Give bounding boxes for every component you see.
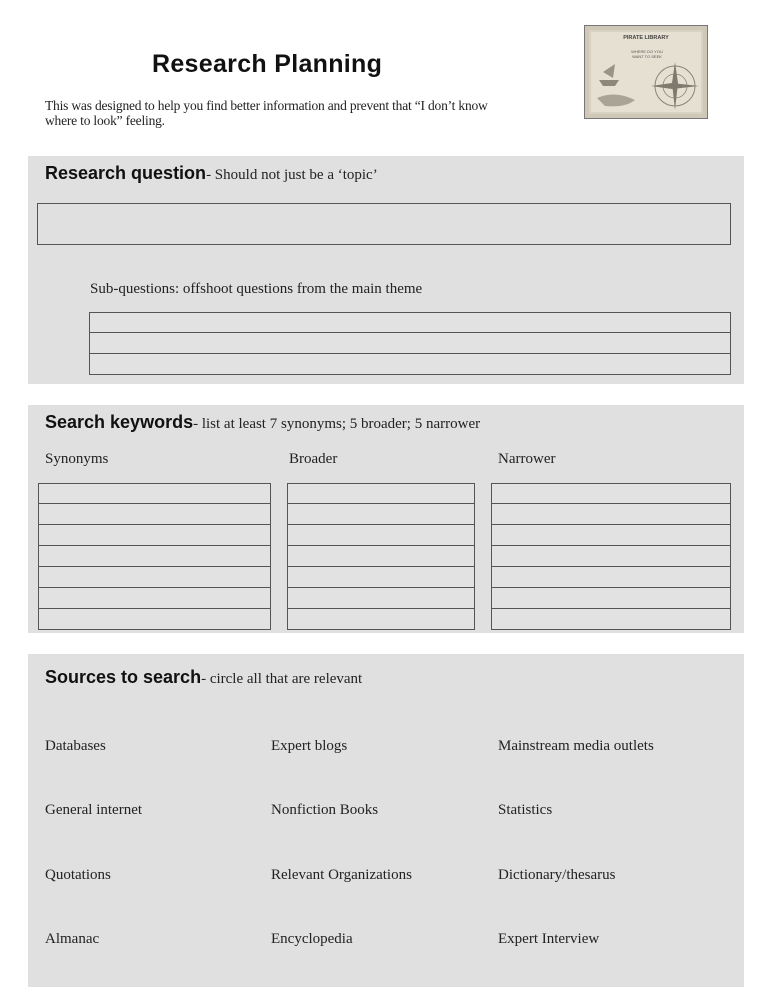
broader-label: Broader [289,451,338,467]
synonym-row[interactable] [38,546,271,567]
source-option[interactable]: Quotations [45,867,111,883]
subquestion-row[interactable] [89,354,731,375]
synonyms-grid [38,483,271,630]
narrower-grid [491,483,731,630]
broader-row[interactable] [287,588,475,609]
broader-row[interactable] [287,504,475,525]
synonym-row[interactable] [38,567,271,588]
narrower-row[interactable] [491,483,731,504]
synonym-row[interactable] [38,525,271,546]
narrower-row[interactable] [491,567,731,588]
intro-text: This was designed to help you find better information and prevent that “I don’t know where to look” feeling. [45,98,488,128]
search-keywords-heading: Search keywords- list at least 7 synonyms; 5 broader; 5 narrower [45,412,481,432]
research-question-section [28,156,744,384]
source-option[interactable]: Mainstream media outlets [498,738,654,754]
source-option[interactable]: Expert blogs [271,738,348,754]
narrower-row[interactable] [491,588,731,609]
subquestion-row[interactable] [89,312,731,333]
broader-row[interactable] [287,567,475,588]
broader-grid [287,483,475,630]
page-title: Research Planning [152,50,383,78]
broader-row[interactable] [287,483,475,504]
sources-heading: Sources to search- circle all that are relevant [45,667,363,687]
broader-row[interactable] [287,546,475,567]
synonym-row[interactable] [38,609,271,630]
narrower-row[interactable] [491,525,731,546]
narrower-row[interactable] [491,546,731,567]
source-option[interactable]: Databases [45,738,106,754]
source-option[interactable]: Statistics [498,802,553,818]
synonym-row[interactable] [38,483,271,504]
source-option[interactable]: Expert Interview [498,931,600,947]
narrower-row[interactable] [491,504,731,525]
logo-caption-2: WANT TO SEEK [632,54,662,59]
source-option[interactable]: Relevant Organizations [271,867,412,883]
subquestions-grid [89,312,731,375]
source-option[interactable]: Nonfiction Books [271,802,379,818]
broader-row[interactable] [287,525,475,546]
synonym-row[interactable] [38,504,271,525]
logo-caption-1: WHERE DO YOU [631,49,663,54]
pirate-library-logo [584,25,708,119]
source-option[interactable]: General internet [45,802,143,818]
research-question-heading: Research question- Should not just be a ‘topic’ [45,163,378,183]
synonym-row[interactable] [38,588,271,609]
source-option[interactable]: Encyclopedia [271,931,353,947]
narrower-row[interactable] [491,609,731,630]
logo-title: PIRATE LIBRARY [623,35,669,41]
source-option[interactable]: Dictionary/thesarus [498,867,616,883]
subquestions-label: Sub-questions: offshoot questions from the main theme [90,281,423,297]
broader-row[interactable] [287,609,475,630]
subquestion-row[interactable] [89,333,731,354]
narrower-label: Narrower [498,451,556,467]
synonyms-label: Synonyms [45,451,109,467]
source-option[interactable]: Almanac [45,931,100,947]
sources-section [28,654,744,987]
search-keywords-section [28,405,744,633]
research-question-input[interactable] [37,203,731,245]
